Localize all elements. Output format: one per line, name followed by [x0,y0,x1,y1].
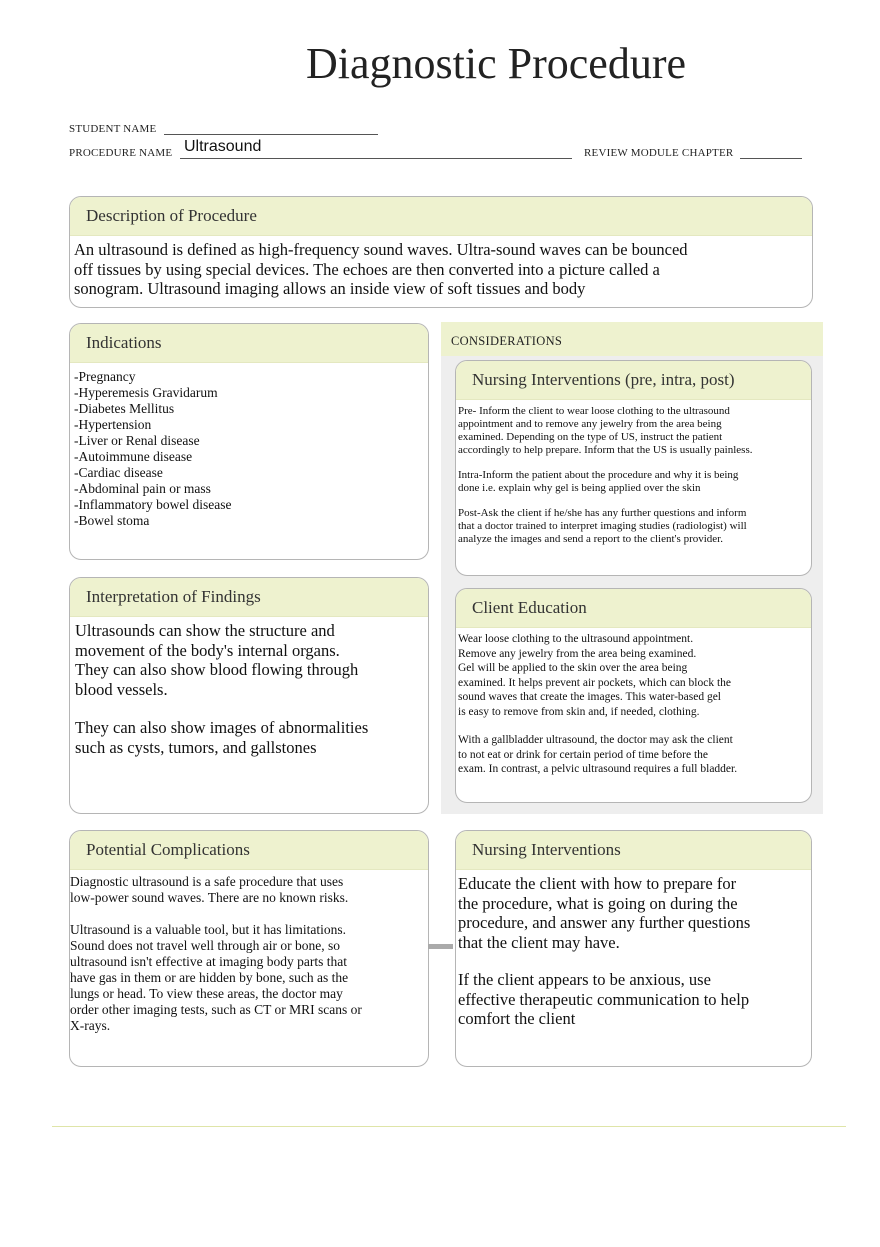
intra-line: Intra-Inform the patient about the procedure and why it is being [458,469,739,481]
description-line: sonogram. Ultrasound imaging allows an inside view of soft tissues and body [74,279,586,298]
nursing-line: If the client appears to be anxious, use [458,970,711,989]
post-line: analyze the images and send a report to the client's provider. [458,533,723,545]
education-line: Gel will be applied to the skin over the area being [458,662,688,674]
nursing-line: Educate the client with how to prepare for [458,874,737,893]
procedure-name-line [180,158,572,159]
complications-line: Diagnostic ultrasound is a safe procedure that uses [70,874,344,889]
list-item: -Liver or Renal disease [74,433,200,448]
student-name-line [164,134,378,135]
list-item: -Hyperemesis Gravidarum [74,385,218,400]
pre-line: examined. Depending on the type of US, instruct the patient [458,431,723,443]
indications-heading: Indications [70,324,428,363]
complications-line: Sound does not travel well through air or bone, so [70,938,340,953]
nursing-pre-intra-post-card [455,360,812,576]
complications-line: Ultrasound is a valuable tool, but it has limitations. [70,922,346,937]
interpretation-line: Ultrasounds can show the structure and [75,621,335,640]
procedure-name-field[interactable]: Ultrasound [184,138,262,155]
intra-line: done i.e. explain why gel is being applied over the skin [458,482,701,494]
complications-line: have gas in them or are hidden by bone, such as the [70,970,349,985]
nursing-pre-intra-post-heading: Nursing Interventions (pre, intra, post) [456,361,811,400]
interpretation-heading: Interpretation of Findings [70,578,428,617]
education-line: exam. In contrast, a pelvic ultrasound requires a full bladder. [458,763,738,775]
nursing-line: the procedure, what is going on during the [458,893,738,913]
interpretation-card [69,577,429,814]
complications-card [69,830,429,1067]
interpretation-line: They can also show blood flowing through [75,660,359,679]
post-line: Post-Ask the client if he/she has any further questions and inform [458,507,747,519]
nursing-line: effective therapeutic communication to help [458,989,750,1009]
education-line: examined. It helps prevent air pockets, which can block the [458,676,732,689]
complications-line: order other imaging tests, such as CT or MRI scans or [70,1002,362,1017]
post-line: that a doctor trained to interpret imaging studies (radiologist) will [458,520,747,532]
interpretation-line: They can also show images of abnormalities [75,718,369,737]
complications-line: X-rays. [70,1018,111,1033]
education-line: Wear loose clothing to the ultrasound appointment. [458,633,694,645]
education-line: With a gallbladder ultrasound, the doctor may ask the client [458,734,733,746]
education-line: is easy to remove from skin and, if needed, clothing. [458,705,700,718]
nursing-line: comfort the client [458,1009,576,1028]
review-module-line [740,158,802,159]
list-item: -Autoimmune disease [74,449,193,464]
list-item: -Abdominal pain or mass [74,481,211,496]
list-item: -Pregnancy [74,369,136,384]
complications-line: lungs or head. To view these areas, the doctor may [70,986,343,1001]
description-line: off tissues by using special devices. The echoes are then converted into a picture called a [74,259,660,279]
list-item: -Diabetes Mellitus [74,401,175,416]
education-line: sound waves that create the images. This water-based gel [458,691,722,703]
list-item: -Hypertension [74,417,152,432]
indications-card [69,323,429,560]
procedure-name-label: PROCEDURE NAME [69,147,173,159]
list-item: -Bowel stoma [74,513,150,528]
nursing-interventions-card [455,830,812,1067]
nursing-line: that the client may have. [458,932,620,952]
description-heading: Description of Procedure [70,197,812,236]
client-education-heading: Client Education [456,589,811,628]
footer-divider [52,1126,846,1127]
complications-line: low-power sound waves. There are no known risks. [70,890,349,905]
student-name-label: STUDENT NAME [69,123,157,135]
page-title: Diagnostic Procedure [306,39,686,88]
review-module-label: REVIEW MODULE CHAPTER [584,147,734,159]
nursing-line: procedure, and answer any further questions [458,913,751,932]
complications-heading: Potential Complications [70,831,428,870]
client-education-card [455,588,812,803]
connector-bar [428,944,453,949]
interpretation-line: blood vessels. [75,679,168,699]
pre-line: appointment and to remove any jewelry from the area being [458,418,722,430]
considerations-label: CONSIDERATIONS [451,334,563,348]
nursing-interventions-heading: Nursing Interventions [456,831,811,870]
list-item: -Inflammatory bowel disease [74,497,232,512]
education-line: Remove any jewelry from the area being examined. [458,647,697,660]
interpretation-line: movement of the body's internal organs. [75,640,340,660]
complications-line: ultrasound isn't effective at imaging body parts that [70,954,347,969]
pre-line: Pre- Inform the client to wear loose clothing to the ultrasound [458,405,730,417]
list-item: -Cardiac disease [74,465,163,480]
education-line: to not eat or drink for certain period of time before the [458,748,709,761]
description-card [69,196,813,308]
pre-line: accordingly to help prepare. Inform that the US is usually painless. [458,444,753,456]
interpretation-line: such as cysts, tumors, and gallstones [75,737,317,757]
description-line: An ultrasound is defined as high-frequency sound waves. Ultra-sound waves can be bounced [74,240,688,259]
